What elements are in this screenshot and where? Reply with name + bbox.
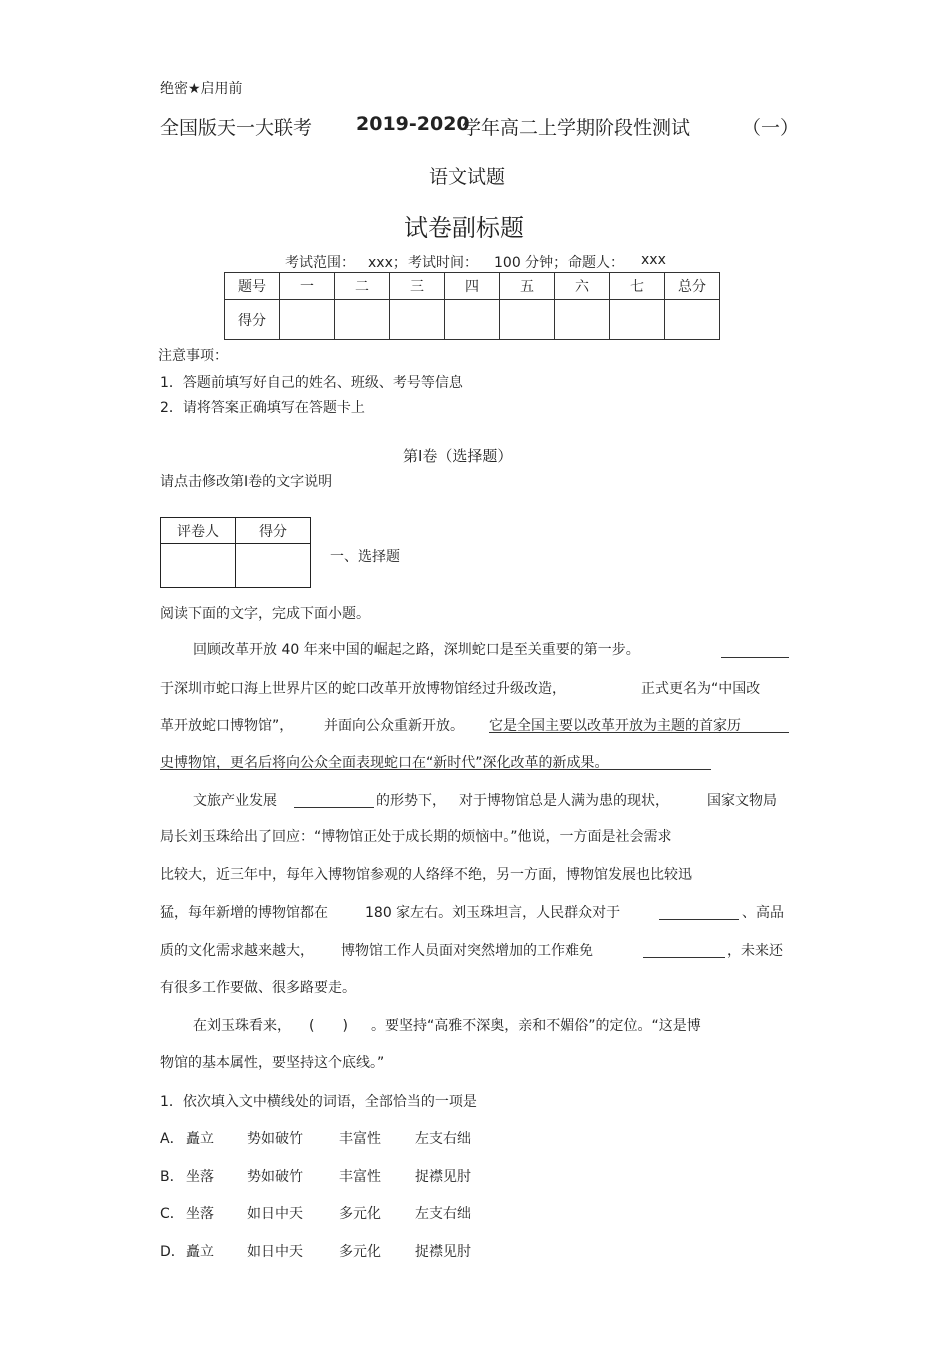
exam-title-part3: （一） <box>742 117 800 139</box>
passage-line: 物馆的基本属性，要坚持这个底线。” <box>160 1055 385 1071</box>
grader-table <box>160 517 311 588</box>
option-word: 势如破竹 <box>247 1169 303 1185</box>
notes-item: 2．请将答案正确填写在答题卡上 <box>160 400 365 416</box>
passage-line: 有很多工作要做、很多路要走。 <box>160 980 356 996</box>
option-word: 多元化 <box>339 1244 381 1260</box>
answer-blank <box>643 957 725 958</box>
exam-author-label: 命题人： <box>568 255 624 271</box>
score-cell[interactable] <box>445 300 500 340</box>
score-header-cell: 三 <box>390 273 445 300</box>
exam-author-value: xxx <box>641 252 666 268</box>
score-cell[interactable] <box>555 300 610 340</box>
option-label: A． <box>160 1131 184 1147</box>
grader-header-cell: 评卷人 <box>161 518 236 544</box>
passage-line: 在刘玉珠看来， <box>193 1018 291 1034</box>
score-header-cell: 六 <box>555 273 610 300</box>
passage-line: 局长刘玉珠给出了回应：“博物馆正处于成长期的烦恼中。”他说，一方面是社会需求 <box>160 829 672 845</box>
option-label: B． <box>160 1169 184 1185</box>
exam-title-year: 2019-2020 <box>356 113 470 135</box>
option-word: 丰富性 <box>339 1169 381 1185</box>
underline <box>160 769 711 770</box>
score-cell[interactable] <box>390 300 445 340</box>
option-word: 坐落 <box>186 1169 214 1185</box>
passage-line: 回顾改革开放 40 年来中国的崛起之路，深圳蛇口是至关重要的第一步。 <box>193 642 640 658</box>
exam-title-part2: 学年高二上学期阶段性测试 <box>462 117 691 139</box>
answer-blank <box>721 657 789 658</box>
section-title: 第Ⅰ卷（选择题） <box>403 447 513 465</box>
option-word: 坐落 <box>186 1206 214 1222</box>
option-label: C． <box>160 1206 184 1222</box>
grader-cell[interactable] <box>161 544 236 588</box>
score-table <box>224 272 720 340</box>
score-cell[interactable] <box>665 300 720 340</box>
score-header-cell: 七 <box>610 273 665 300</box>
passage-line: 博物馆工作人员面对突然增加的工作难免 <box>341 943 593 959</box>
notes-item: 1．答题前填写好自己的姓名、班级、考号等信息 <box>160 375 463 391</box>
option-word: 如日中天 <box>247 1244 303 1260</box>
passage-line: ，未来还 <box>727 943 783 959</box>
option-word: 左支右绌 <box>415 1206 471 1222</box>
option-word: 捉襟见肘 <box>415 1244 471 1260</box>
grader-header-cell: 得分 <box>236 518 311 544</box>
passage-line: 。要坚持“高雅不深奥，亲和不媚俗”的定位。“这是博 <box>371 1018 701 1034</box>
score-cell[interactable] <box>335 300 390 340</box>
score-row-label: 得分 <box>225 300 280 340</box>
reading-instruction: 阅读下面的文字，完成下面小题。 <box>160 606 370 622</box>
passage-line: 正式更名为“中国改 <box>641 681 761 697</box>
score-header-cell: 题号 <box>225 273 280 300</box>
passage-line: 并面向公众重新开放。 <box>324 718 464 734</box>
exam-time-label: 考试时间： <box>408 255 478 271</box>
paper-subtitle: 试卷副标题 <box>404 214 524 242</box>
part-title: 一、选择题 <box>330 549 400 565</box>
grader-cell[interactable] <box>236 544 311 588</box>
passage-line: 比较大，近三年中，每年入博物馆参观的人络绎不绝，另一方面，博物馆发展也比较迅 <box>160 867 692 883</box>
confidential-mark: 绝密★启用前 <box>160 81 243 97</box>
passage-line: 文旅产业发展 <box>193 793 277 809</box>
passage-line: 质的文化需求越来越大， <box>160 943 314 959</box>
passage-line: 于深圳市蛇口海上世界片区的蛇口改革开放博物馆经过升级改造， <box>160 681 566 697</box>
option-word: 捉襟见肘 <box>415 1169 471 1185</box>
option-word: 丰富性 <box>339 1131 381 1147</box>
score-cell[interactable] <box>610 300 665 340</box>
score-cell[interactable] <box>280 300 335 340</box>
option-word: 势如破竹 <box>247 1131 303 1147</box>
score-header-cell: 四 <box>445 273 500 300</box>
passage-line: 的形势下， <box>376 793 446 809</box>
option-word: 矗立 <box>186 1244 214 1260</box>
option-word: 多元化 <box>339 1206 381 1222</box>
passage-line: 猛，每年新增的博物馆都在 <box>160 905 328 921</box>
exam-range-label: 考试范围： <box>285 255 355 271</box>
passage-line: 、高品 <box>742 905 784 921</box>
subject-title: 语文试题 <box>429 166 506 188</box>
passage-line: 对于博物馆总是人满为患的现状， <box>459 793 669 809</box>
option-word: 如日中天 <box>247 1206 303 1222</box>
score-cell[interactable] <box>500 300 555 340</box>
underline <box>489 732 789 733</box>
exam-title-part1: 全国版天一大联考 <box>160 117 313 139</box>
exam-range-value: xxx； <box>368 255 407 271</box>
passage-line: 国家文物局 <box>707 793 777 809</box>
score-header-cell: 总分 <box>665 273 720 300</box>
passage-blank-parens: ( ) <box>309 1018 348 1034</box>
passage-underlined-line: 它是全国主要以改革开放为主题的首家历 <box>489 718 741 734</box>
passage-underlined-line: 史博物馆，更名后将向公众全面表现蛇口在“新时代”深化改革的新成果。 <box>160 755 609 771</box>
passage-line: 革开放蛇口博物馆”， <box>160 718 294 734</box>
option-label: D． <box>160 1244 185 1260</box>
section-note: 请点击修改第Ⅰ卷的文字说明 <box>160 474 333 490</box>
option-word: 矗立 <box>186 1131 214 1147</box>
answer-blank <box>659 919 739 920</box>
passage-line: 180 家左右。刘玉珠坦言，人民群众对于 <box>365 905 621 921</box>
score-header-cell: 五 <box>500 273 555 300</box>
exam-time-value: 100 分钟； <box>494 255 568 271</box>
notes-heading: 注意事项： <box>158 348 228 364</box>
question-stem: 1．依次填入文中横线处的词语，全部恰当的一项是 <box>160 1094 477 1110</box>
option-word: 左支右绌 <box>415 1131 471 1147</box>
score-header-cell: 一 <box>280 273 335 300</box>
score-header-cell: 二 <box>335 273 390 300</box>
answer-blank <box>294 807 374 808</box>
